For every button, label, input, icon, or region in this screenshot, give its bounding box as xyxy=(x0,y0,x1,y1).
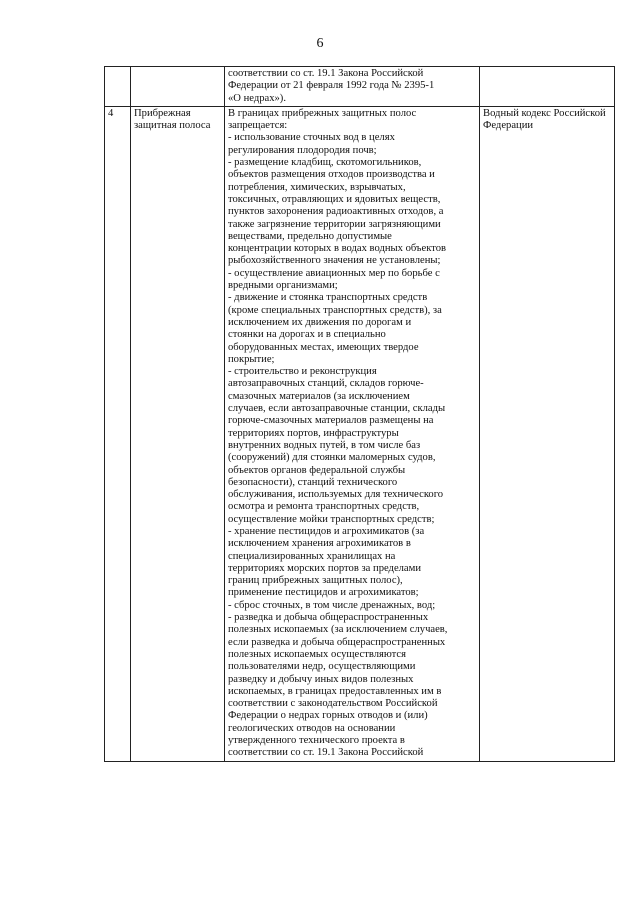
text-line: смазочных материалов (за исключением xyxy=(228,390,410,402)
text-line: обслуживания, используемых для технического xyxy=(228,489,444,501)
zone-name: Прибрежная защитная полоса xyxy=(131,106,225,761)
text-line: осуществление мойки транспортных средств; xyxy=(228,513,435,525)
text-line: Федерации от 21 февраля 1992 года № 2395-1 xyxy=(228,80,435,92)
text-line: также загрязнение территории загрязняющими xyxy=(228,218,441,230)
text-line: соответствии с законодательством Российской xyxy=(228,698,438,710)
text-line: - использование сточных вод в целях xyxy=(228,132,395,144)
text-line: утвержденного технического проекта в xyxy=(228,735,405,747)
text-line: Федерации о недрах горных отводов и (или) xyxy=(228,710,428,722)
text-line: внутренних водных путей, в том числе баз xyxy=(228,439,421,451)
text-line: - осуществление авиационных мер по борьбе с xyxy=(228,267,440,279)
page-number: 6 xyxy=(316,36,324,51)
text-line: случаев, если автозаправочные станции, склады xyxy=(228,403,446,415)
text-line: - движение и стоянка транспортных средств xyxy=(228,292,428,304)
text-line: В границах прибрежных защитных полос xyxy=(228,107,417,119)
text-line: автозаправочных станций, складов горюче- xyxy=(228,378,424,390)
cell-name-empty xyxy=(131,67,225,107)
text-line: веществами, предельно допустимые xyxy=(228,230,392,242)
restrictions-text xyxy=(225,106,480,761)
text-line: границ прибрежных защитных полос), xyxy=(228,575,403,587)
text-line: потребления, химических, взрывчатых, xyxy=(228,181,406,193)
text-line: соответствии со ст. 19.1 Закона Российской xyxy=(228,68,424,79)
text-line: - сброс сточных, в том числе дренажных, вод; xyxy=(228,599,436,611)
text-line: вредными организмами; xyxy=(228,280,338,292)
cell-regulation-empty xyxy=(480,67,615,107)
text-line: - разведка и добыча общераспространенных xyxy=(228,612,429,624)
row-number: 4 xyxy=(105,106,131,761)
text-line: исключением хранения агрохимикатов в xyxy=(228,538,411,550)
text-line: полезных ископаемых осуществляются xyxy=(228,648,406,660)
text-line: территориях морских портов за пределами xyxy=(228,562,422,574)
text-line: безопасности), станций технического xyxy=(228,476,398,488)
text-line: «О недрах»). xyxy=(228,92,286,104)
text-line: регулирования плодородия почв; xyxy=(228,144,377,156)
text-line: запрещается: xyxy=(228,120,288,132)
text-line: - размещение кладбищ, скотомогильников, xyxy=(228,157,422,169)
text-line: токсичных, отравляющих и ядовитых веществ, xyxy=(228,193,441,205)
text-line: горюче-смазочных материалов размещены на xyxy=(228,415,434,427)
text-line: рыбохозяйственного значения не установлены; xyxy=(228,255,441,267)
text-line: специализированных хранилищах на xyxy=(228,550,396,562)
text-line: (сооружений) для стоянки маломерных судов, xyxy=(228,452,436,464)
text-line: - хранение пестицидов и агрохимикатов (за xyxy=(228,525,425,537)
text-line: пунктов захоронения радиоактивных отходов, а xyxy=(228,206,444,218)
text-line: оборудованных местах, имеющих твердое xyxy=(228,341,419,353)
text-line: - строительство и реконструкция xyxy=(228,366,377,378)
text-line: разведку и добычу иных видов полезных xyxy=(228,673,414,685)
text-line: соответствии со ст. 19.1 Закона Российской xyxy=(228,747,424,759)
text-line: пользователями недр, осуществляющими xyxy=(228,661,416,673)
text-line: исключением их движения по дорогам и xyxy=(228,316,412,328)
continuation-text xyxy=(225,67,480,107)
text-line: покрытие; xyxy=(228,353,275,365)
text-line: концентрации которых в водах водных объектов xyxy=(228,243,446,255)
text-line: объектов размещения отходов производства и xyxy=(228,169,435,181)
regulation-source: Водный кодекс Российской Федерации xyxy=(480,106,615,761)
zones-table xyxy=(104,66,615,762)
text-line: стоянки на дорогах и в специально xyxy=(228,329,386,341)
text-line: (кроме специальных транспортных средств), за xyxy=(228,304,442,316)
table-row-4 xyxy=(105,106,615,761)
text-line: ископаемых, в границах предоставленных им в xyxy=(228,685,442,697)
table-row-continuation xyxy=(105,67,615,107)
text-line: геологических отводов на основании xyxy=(228,722,396,734)
text-line: полезных ископаемых (за исключением случаев, xyxy=(228,624,448,636)
text-line: осмотра и ремонта транспортных средств, xyxy=(228,501,420,513)
text-line: если разведка и добыча общераспространенных xyxy=(228,636,446,648)
cell-number-empty xyxy=(105,67,131,107)
text-line: применение пестицидов и агрохимикатов; xyxy=(228,587,419,599)
text-line: территориях портов, инфраструктуры xyxy=(228,427,399,439)
text-line: объектов органов федеральной службы xyxy=(228,464,406,476)
